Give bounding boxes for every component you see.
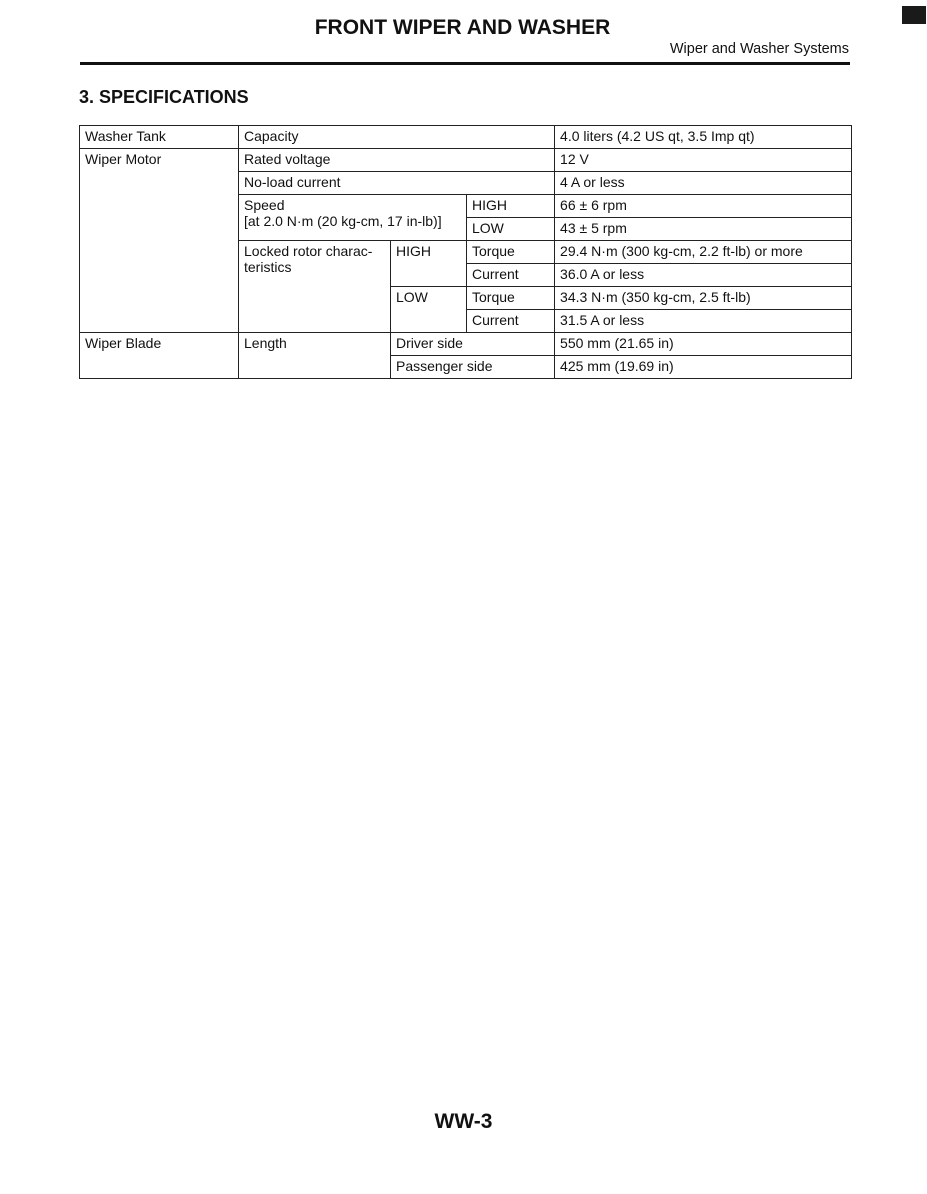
rated-voltage-label: Rated voltage <box>239 149 555 172</box>
speed-label-line2: [at 2.0 N·m (20 kg-cm, 17 in-lb)] <box>244 213 442 229</box>
specifications-table <box>79 125 852 379</box>
speed-low-value: 43 ± 5 rpm <box>555 218 852 241</box>
no-load-current-value: 4 A or less <box>555 172 852 195</box>
locked-high-torque-value: 29.4 N·m (300 kg-cm, 2.2 ft-lb) or more <box>555 241 852 264</box>
passenger-side-value: 425 mm (19.69 in) <box>555 356 852 379</box>
table-row <box>80 149 852 172</box>
rated-voltage-value: 12 V <box>555 149 852 172</box>
locked-high-label: HIGH <box>391 241 467 287</box>
capacity-value: 4.0 liters (4.2 US qt, 3.5 Imp qt) <box>555 126 852 149</box>
item-wiper-blade: Wiper Blade <box>80 333 239 379</box>
section-header: Wiper and Washer Systems <box>669 41 849 57</box>
locked-low-torque-value: 34.3 N·m (350 kg-cm, 2.5 ft-lb) <box>555 287 852 310</box>
no-load-current-label: No-load current <box>239 172 555 195</box>
locked-low-label: LOW <box>391 287 467 333</box>
locked-high-current-label: Current <box>467 264 555 287</box>
item-wiper-motor: Wiper Motor <box>80 149 239 333</box>
length-label: Length <box>239 333 391 379</box>
driver-side-value: 550 mm (21.65 in) <box>555 333 852 356</box>
passenger-side-label: Passenger side <box>391 356 555 379</box>
locked-high-torque-label: Torque <box>467 241 555 264</box>
header-rule <box>80 62 850 65</box>
driver-side-label: Driver side <box>391 333 555 356</box>
speed-high-value: 66 ± 6 rpm <box>555 195 852 218</box>
locked-high-current-value: 36.0 A or less <box>555 264 852 287</box>
section-title: 3. SPECIFICATIONS <box>79 87 249 107</box>
page-number: WW-3 <box>434 1110 493 1133</box>
speed-low-label: LOW <box>467 218 555 241</box>
locked-rotor-label-line1: Locked rotor charac- <box>244 243 373 259</box>
speed-high-label: HIGH <box>467 195 555 218</box>
locked-rotor-label-line2: teristics <box>244 259 292 275</box>
locked-low-current-value: 31.5 A or less <box>555 310 852 333</box>
page-title: FRONT WIPER AND WASHER <box>314 16 611 39</box>
locked-rotor-label <box>239 241 391 333</box>
capacity-label: Capacity <box>239 126 555 149</box>
locked-low-current-label: Current <box>467 310 555 333</box>
item-washer-tank: Washer Tank <box>80 126 239 149</box>
speed-label-line1: Speed <box>244 197 285 213</box>
table-row <box>80 333 852 356</box>
table-row <box>80 126 852 149</box>
speed-label <box>239 195 467 241</box>
locked-low-torque-label: Torque <box>467 287 555 310</box>
